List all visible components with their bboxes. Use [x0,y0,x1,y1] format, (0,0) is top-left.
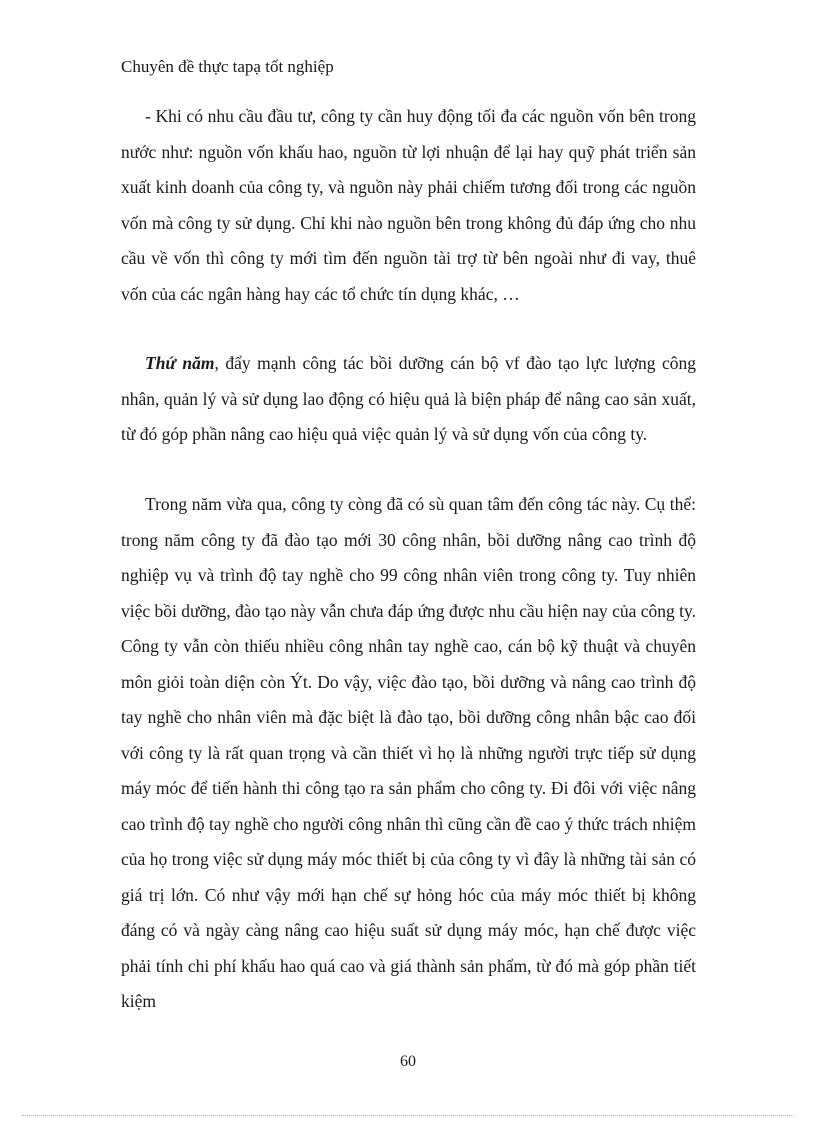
running-header: Chuyên đề thực tapạ tốt nghiệp [121,57,334,76]
paragraph-training-status: Trong năm vừa qua, công ty còng đã có sù quan tâm đến công tác này. Cụ thể: trong năm công ty đã đào tạo mới 30 công nhân, bồi dưỡng nâng cao trình độ nghiệp vụ và trình độ tay nghề cho 99 công nhân viên trong công ty. Tuy nhiên việc bồi dưỡng, đào tạo này vẫn chưa đáp ứng được nhu cầu hiện nay của công ty. Công ty vẫn còn thiếu nhiều công nhân tay nghề cao, cán bộ kỹ thuật và chuyên môn giỏi toàn diện còn Ýt. Do vậy, việc đào tạo, bồi dưỡng và nâng cao trình độ tay nghề cho nhân viên mà đặc biệt là đào tạo, bồi dưỡng công nhân bậc cao đối với công ty là rất quan trọng và cần thiết vì họ là những người trực tiếp sử dụng máy móc để tiến hành thi công tạo ra sản phẩm cho công ty. Đi đôi với việc nâng cao trình độ tay nghề cho người công nhân thì cũng cần đề cao ý thức trách nhiệm của họ trong việc sử dụng máy móc thiết bị của công ty vì đây là những tài sản có giá trị lớn. Có như vậy mới hạn chế sự hỏng hóc của máy móc thiết bị không đáng có và ngày càng nâng cao hiệu suất sử dụng máy móc, hạn chế được việc phải tính chi phí khấu hao quá cao và giá thành sản phẩm, từ đó mà góp phần tiết kiệm [121,494,696,1011]
paragraph-fifth-measure [121,346,696,453]
page-number: 60 [400,1053,416,1070]
paragraph-body-text: , đẩy mạnh công tác bồi dưỡng cán bộ vf đào tạo lực lượng công nhân, quản lý và sử dụng lao động có hiệu quả là biện pháp để nâng cao sản xuất, từ đó góp phần nâng cao hiệu quả việc quản lý và sử dụng vốn của công ty. [121,353,696,444]
page-bottom-divider [22,1115,794,1116]
paragraph-capital-mobilization: - Khi có nhu cầu đầu tư, công ty cần huy động tối đa các nguồn vốn bên trong nước như: nguồn vốn khấu hao, nguồn từ lợi nhuận để lại hay quỹ phát triển sản xuất kinh doanh của công ty, và nguồn này phải chiếm tương đối trong các nguồn vốn mà công ty sử dụng. Chỉ khi nào nguồn bên trong không đủ đáp ứng cho nhu cầu về vốn thì công ty mới tìm đến nguồn tài trợ từ bên ngoài như đi vay, thuê vốn của các ngân hàng hay các tổ chức tín dụng khác, … [121,106,696,304]
paragraph-lead-term: Thứ năm [145,353,215,373]
